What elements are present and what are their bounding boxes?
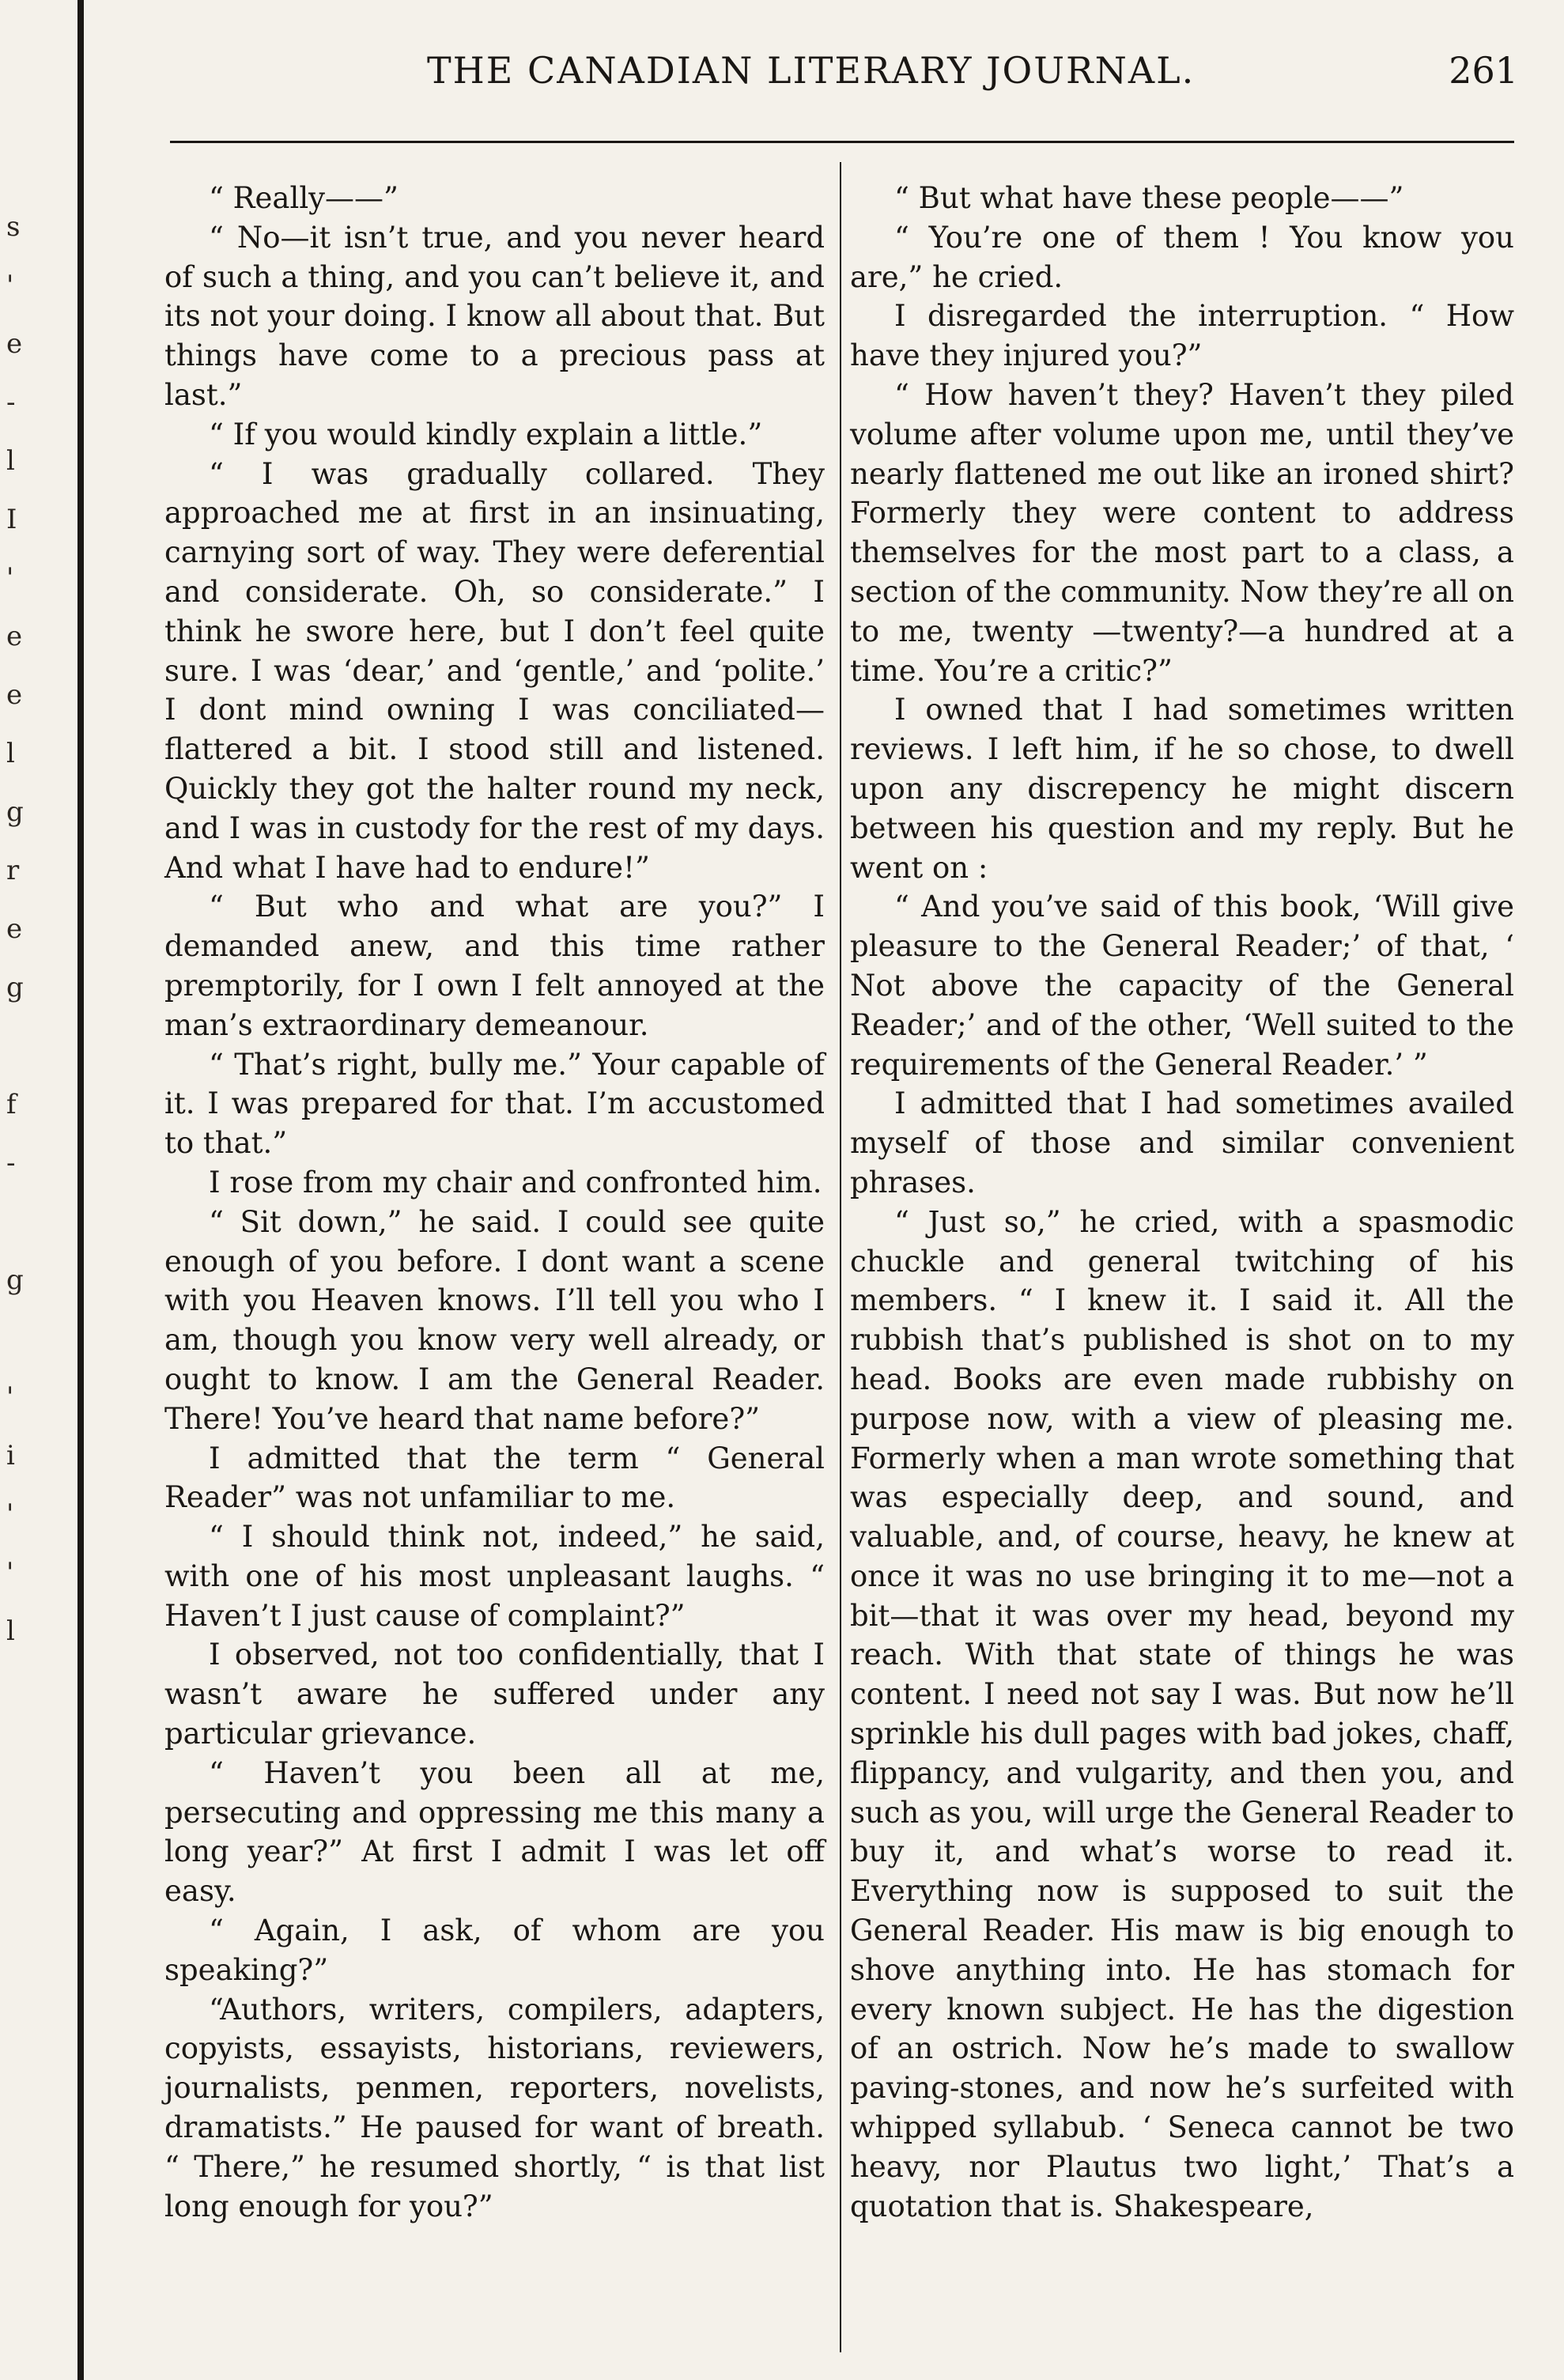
bleed-letter: l xyxy=(6,1615,15,1647)
column-rule xyxy=(840,162,841,2352)
journal-title: THE CANADIAN LITERARY JOURNAL. xyxy=(427,49,1196,92)
paragraph: “ Haven’t you been all at me, persecuting and oppressing me this many a long year?” At first I admit I was let off easy. xyxy=(164,1755,825,1909)
page-number: 261 xyxy=(1449,49,1518,92)
bleed-letter: g xyxy=(6,1264,24,1296)
paragraph: I admitted that I had sometimes availed myself of those and similar convenient phrases. xyxy=(850,1086,1514,1199)
paragraph: I observed, not too confidentially, that I wasn’t aware he suffered under any particular grievance. xyxy=(164,1638,825,1751)
left-column xyxy=(164,179,825,2226)
paragraph: “ But what have these people——” xyxy=(894,181,1404,215)
bleed-letter: - xyxy=(6,387,16,418)
bleed-letter: e xyxy=(6,913,23,945)
bleed-letter xyxy=(6,1017,38,1075)
paragraph: “ I was gradually collared. They approached me at first in an insinuating, carnying sort of way. They were deferential and considerate. Oh, so considerate.” I think he swore here, but I don’t feel quite sure. I was ‘dear,’ and ‘gentle,’ and ‘polite.’ I dont mind owning I was conciliated—flattered a bit. I stood still and listened. Quickly they got the halter round my neck, and I was in custody for the rest of my days. And what I have had to endure!” xyxy=(164,456,825,885)
right-column xyxy=(850,179,1514,2226)
paragraph: I owned that I had sometimes written reviews. I left him, if he so chose, to dwell upon any discrepency he might discern between his question and my reply. But he went on : xyxy=(850,693,1514,885)
bleed-letter: r xyxy=(6,855,20,886)
bleed-letter: l xyxy=(6,738,15,769)
bleed-letter: e xyxy=(6,328,23,360)
paragraph: “ That’s right, bully me.” Your capable of it. I was prepared for that. I’m accustomed to that.” xyxy=(164,1047,825,1161)
bleed-letter: I xyxy=(6,504,17,535)
binding-edge xyxy=(77,0,84,2380)
paragraph: “ Again, I ask, of whom are you speaking?” xyxy=(164,1913,825,1987)
bleed-letter: l xyxy=(6,445,15,477)
bleed-letter: g xyxy=(6,972,24,1003)
bleed-letter xyxy=(6,1309,38,1368)
bleed-letter: ' xyxy=(6,270,14,301)
paragraph: “ And you’ve said of this book, ‘Will give pleasure to the General Reader;’ of that, ‘ Not above the capacity of the General Reader;’ and of the other, ‘Well suited to the requirements of the General Reader.’ ” xyxy=(850,890,1514,1082)
header-rule xyxy=(170,141,1514,143)
paragraph: “ Sit down,” he said. I could see quite enough of you before. I dont want a scene with you Heaven knows. I’ll tell you who I am, though you know very well already, or ought to know. I am the General Reader. There! You’ve heard that name before?” xyxy=(164,1204,825,1436)
bleed-letter: e xyxy=(6,679,23,711)
running-header xyxy=(190,49,1518,104)
bleed-letter: f xyxy=(6,1089,17,1120)
paragraph: “Authors, writers, compilers, adapters, copyists, essayists, historians, reviewers, journalists, penmen, reporters, novelists, dramatists.” He paused for want of breath. “ There,” he resumed shortly, “ is that list long enough for you?” xyxy=(164,1992,825,2223)
bleed-letter: ' xyxy=(6,1498,14,1530)
bleed-letter xyxy=(6,1192,38,1251)
paragraph: “ No—it isn’t true, and you never heard of such a thing, and you can’t believe it, and its not your doing. I know all about that. But things have come to a precious pass at last.” xyxy=(164,220,825,412)
paragraph: I disregarded the interruption. “ How have they injured you?” xyxy=(850,299,1514,373)
paragraph: “ If you would kindly explain a little.” xyxy=(209,417,763,451)
paragraph: “ How haven’t they? Haven’t they piled volume after volume upon me, until they’ve nearly flattened me out like an ironed shirt? Formerly they were content to address themselves for the most part to a class, a section of the community. Now they’re all on to me, twenty —twenty?—a hundred at a time. You’re a critic?” xyxy=(850,377,1514,688)
paragraph: I admitted that the term “ General Reader” was not unfamiliar to me. xyxy=(164,1441,825,1515)
bleed-letter: - xyxy=(6,1147,16,1179)
bleed-letter: i xyxy=(6,1440,15,1471)
paragraph: “ You’re one of them ! You know you are,” he cried. xyxy=(850,220,1514,294)
bleed-letter: s xyxy=(6,211,21,243)
bleed-letter: e xyxy=(6,621,23,652)
paragraph: “ I should think not, indeed,” he said, with one of his most unpleasant laughs. “ Haven’t I just cause of complaint?” xyxy=(164,1520,825,1633)
bleed-letter: ' xyxy=(6,562,14,594)
bleed-letter: ' xyxy=(6,1557,14,1589)
paragraph: “ Really——” xyxy=(209,181,399,215)
bleed-letter: g xyxy=(6,796,24,828)
paragraph: “ But who and what are you?” I demanded anew, and this time rather premptorily, for I own I felt annoyed at the man’s extraordinary demeanour. xyxy=(164,890,825,1042)
paragraph: “ Just so,” he cried, with a spasmodic chuckle and general twitching of his members. “ I knew it. I said it. All the rubbish that’s published is shot on to my head. Books are even made rubbishy on purpose now, with a view of pleasing me. Formerly when a man wrote something that was especially deep, and sound, and valuable, and, of course, heavy, he knew at once it was no use bringing it to me—not a bit—that it was over my head, beyond my reach. With that state of things he was content. I need not say I was. But now he’ll sprinkle his dull pages with bad jokes, chaff, flippancy, and vulgarity, and then you, and such as you, will urge the General Reader to buy it, and what’s worse to read it. Everything now is supposed to suit the General Reader. His maw is big enough to shove anything into. He has stomach for every known subject. He has the digestion of an ostrich. Now he’s made to swallow paving-stones, and now he’s surfeited with whipped syllabub. ‘ Seneca cannot be two heavy, nor Plautus two light,’ That’s a quotation that is. Shakespeare, xyxy=(850,1204,1514,2223)
paragraph: I rose from my chair and confronted him. xyxy=(209,1165,822,1199)
facing-page-bleed xyxy=(6,198,38,1660)
bleed-letter: ' xyxy=(6,1381,14,1413)
